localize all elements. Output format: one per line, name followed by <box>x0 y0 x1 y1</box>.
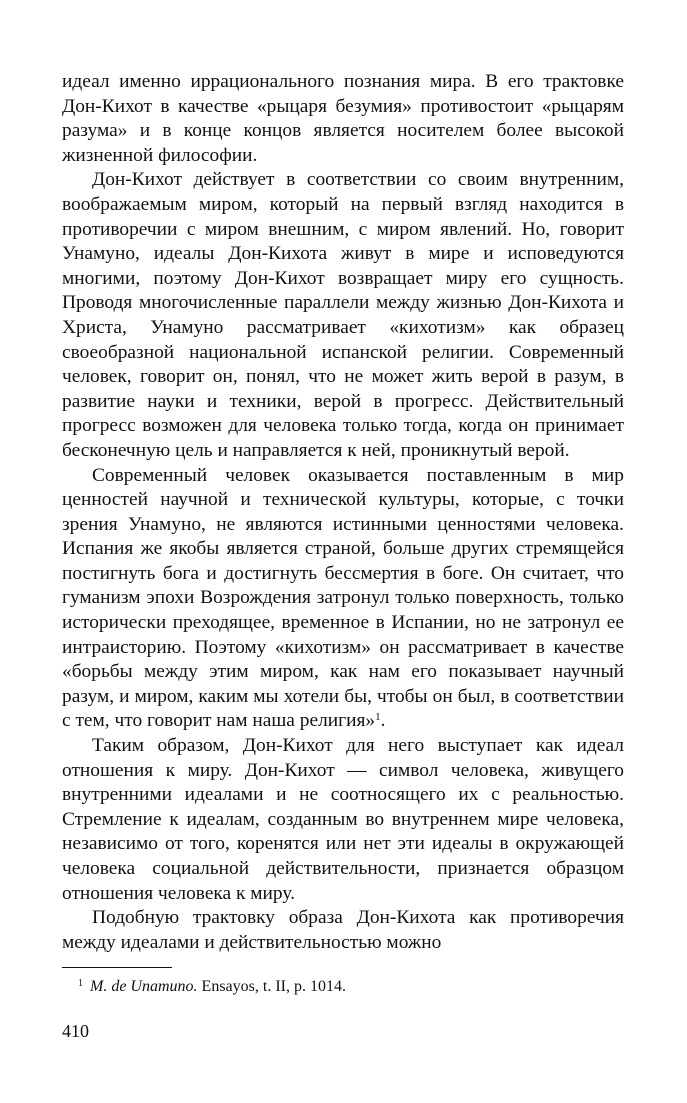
paragraph-3 <box>62 464 624 735</box>
page-body <box>62 70 624 955</box>
footnote-mark: 1 <box>78 978 83 989</box>
paragraph-3-tail: . <box>380 710 386 732</box>
footnote <box>78 974 618 997</box>
paragraph-3-text: Современный человек оказывается поставленным в мир ценностей научной и технической культуры, которые, с точки зрения Унамуно, не являются истинными ценностями человека. Испания же якобы является страной, больше других стремящейся постигнуть бога и достигнуть бессмертия в боге. Он считает, что гуманизм эпохи Возрождения затронул только поверхность, только исторически преходящее, временное в Испании, но не затронул ее интраисторию. Поэтому «кихотизм» он рассматривает в качестве «борьбы между этим миром, как нам его показывает научный разум, и миром, каким мы хотели бы, чтобы он был, в соответствии с тем, что говорит нам наша религия» <box>62 464 624 732</box>
paragraph-4: Таким образом, Дон-Кихот для него выступает как идеал отношения к миру. Дон-Кихот — символ человека, живущего внутренними идеалами и не соотносящего их с реальностью. Стремление к идеалам, созданным во внутреннем мире человека, независимо от того, коренятся или нет эти идеалы в окружающей человека социальной действительности, признается образцом отношения человека к миру. <box>62 735 624 904</box>
footnote-author: M. de Unamuno. <box>90 978 198 995</box>
paragraph-1: идеал именно иррационального познания мира. В его трактовке Дон-Кихот в качестве «рыцаря безумия» противостоит «рыцарям разума» и в конце концов является носителем более высокой жизненной философии. <box>62 71 624 166</box>
paragraph-5: Подобную трактовку образа Дон-Кихота как противоречия между идеалами и действительностью можно <box>62 907 624 953</box>
footnote-reference: 1 <box>375 711 381 724</box>
paragraph-2: Дон-Кихот действует в соответствии со своим внутренним, воображаемым миром, который на первый взгляд находится в противоречии с миром внешним, с миром явлений. Но, говорит Унамуно, идеалы Дон-Кихота живут в мире и исповедуются многими, поэтому Дон-Кихот возвращает миру его сущность. Проводя многочисленные параллели между жизнью Дон-Кихота и Христа, Унамуно рассматривает «кихотизм» как образец своеобразной национальной испанской религии. Современный человек, говорит он, понял, что не может жить верой в разум, в развитие науки и техники, верой в прогресс. Действительный прогресс возможен для человека только тогда, когда он принимает бесконечную цель и направляется к ней, проникнутый верой. <box>62 169 624 461</box>
footnote-divider <box>62 967 172 968</box>
page-number: 410 <box>62 1021 89 1041</box>
footnote-text: Ensayos, t. II, p. 1014. <box>201 978 346 995</box>
